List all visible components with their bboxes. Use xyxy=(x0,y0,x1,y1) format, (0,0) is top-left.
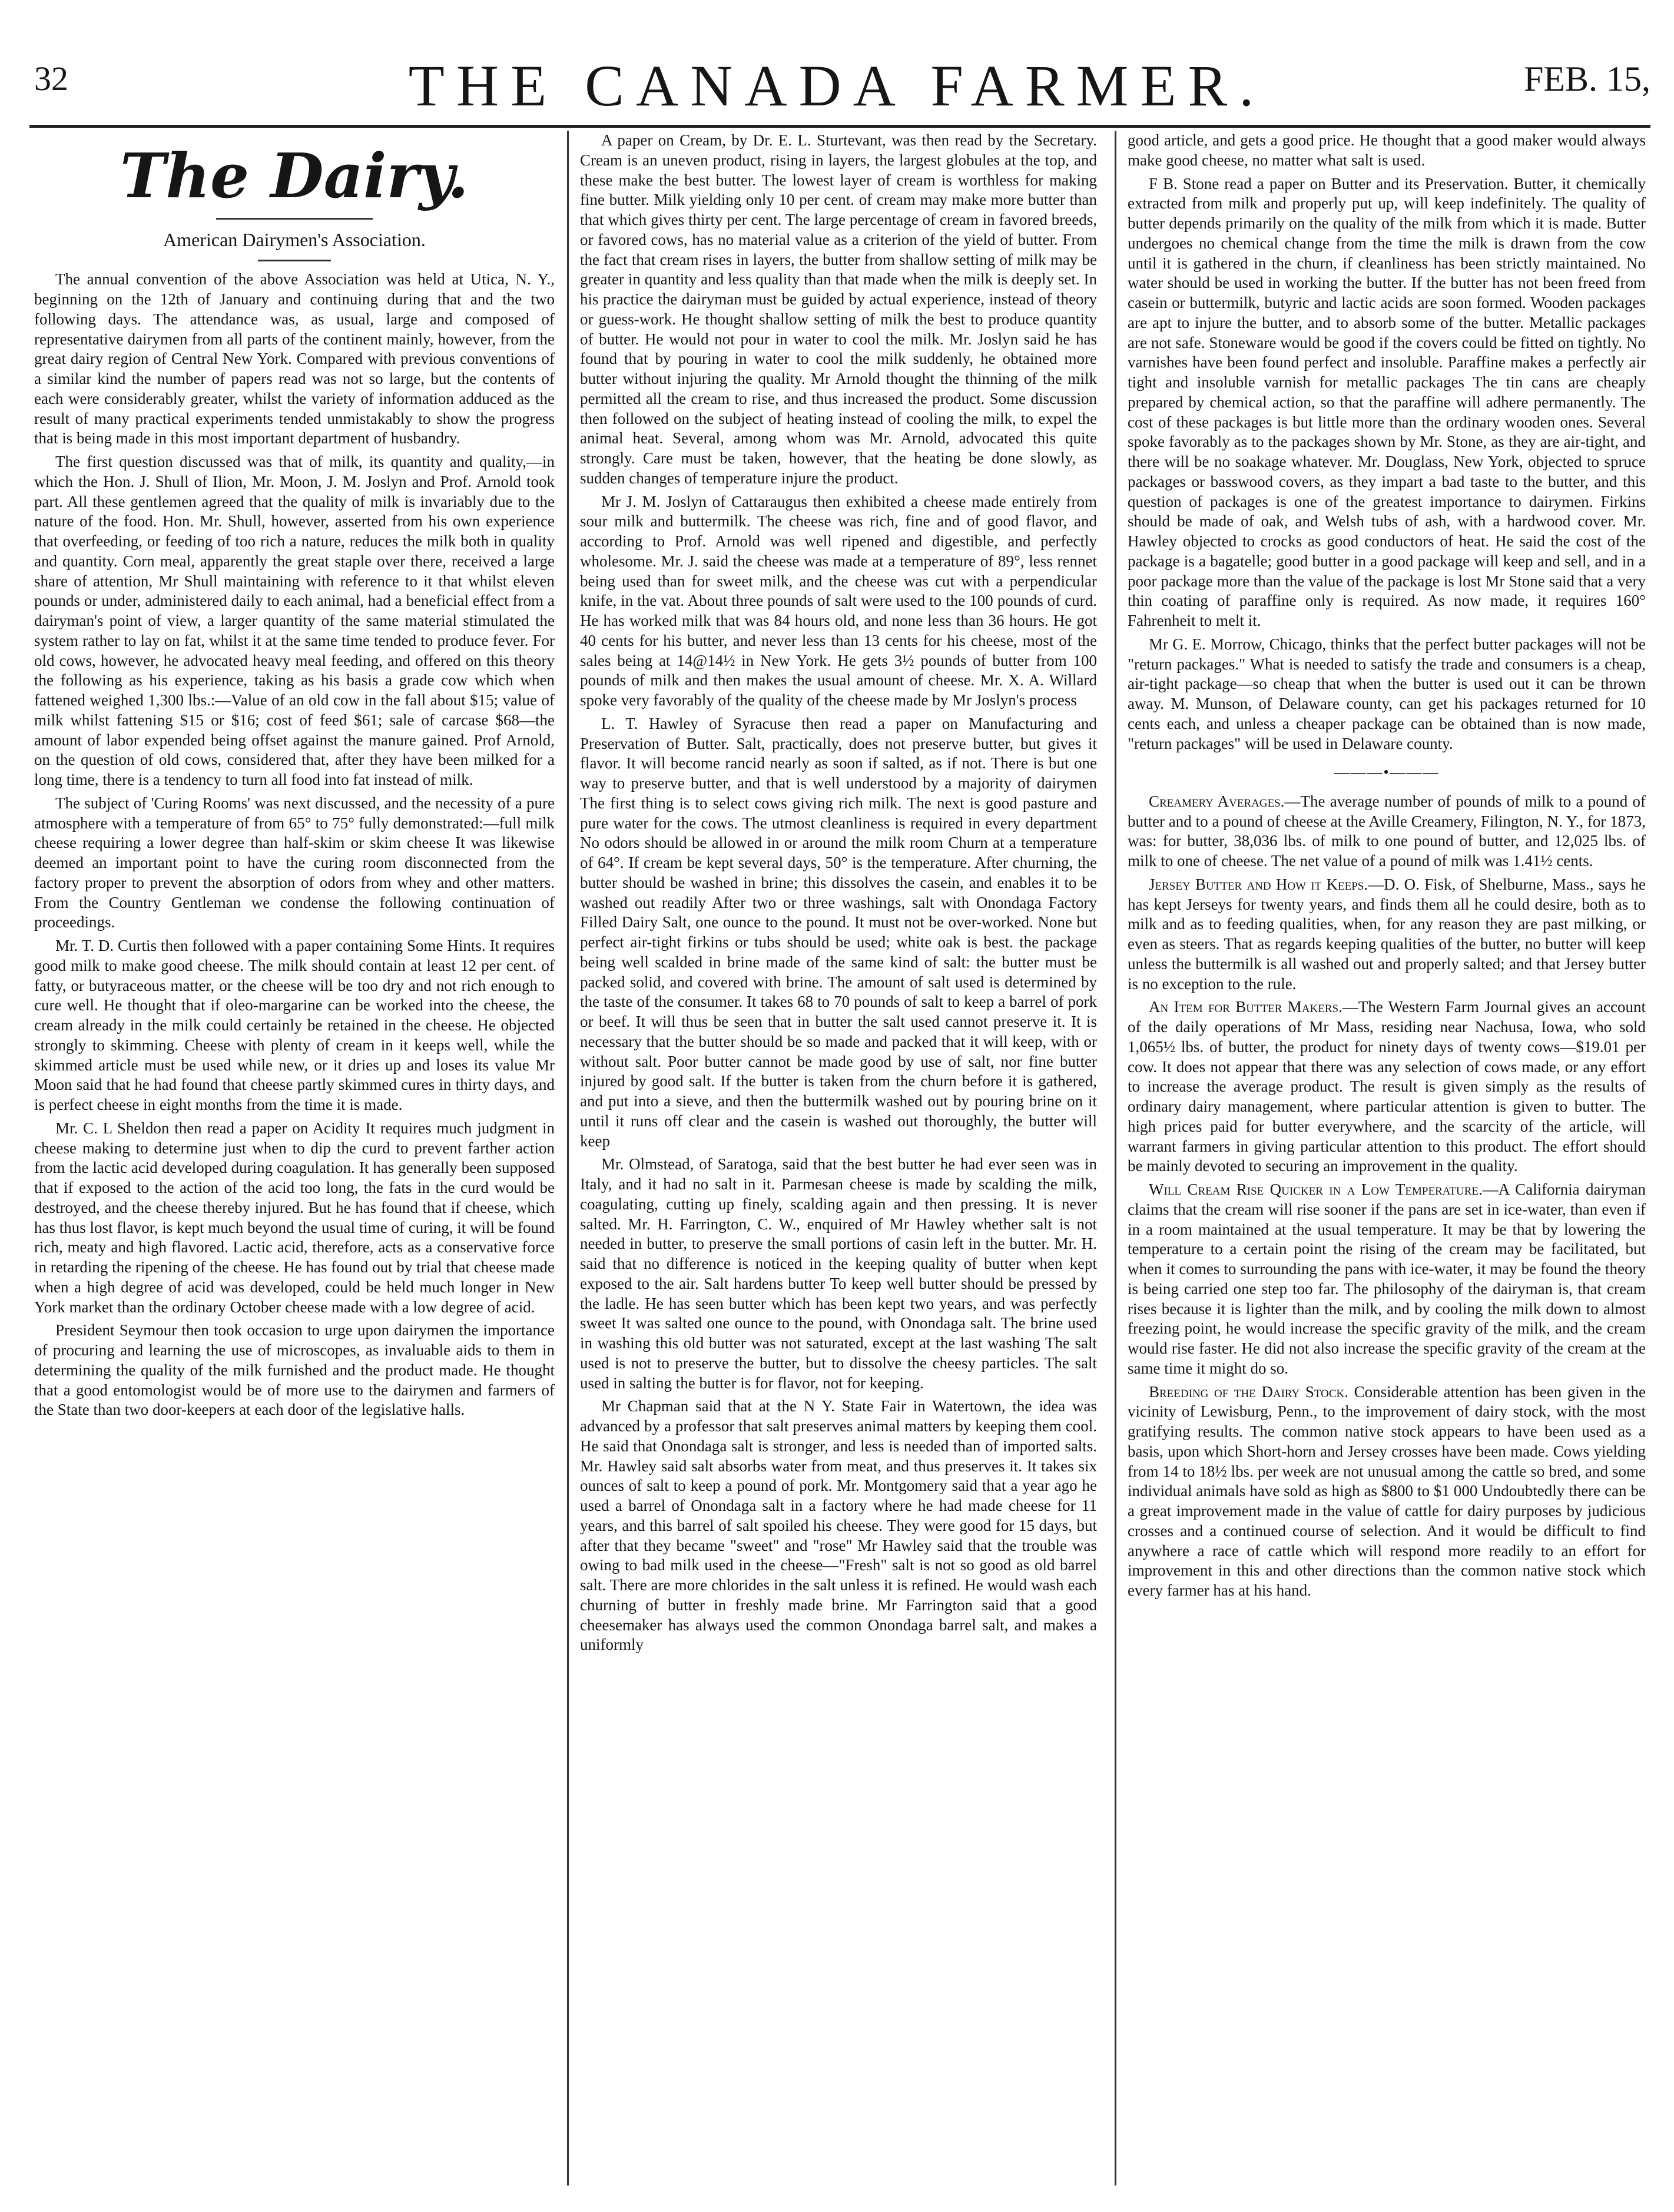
paragraph: Mr. C. L Sheldon then read a paper on Acidity It requires much judgment in cheese making to determine just when to dip the curd to prevent farther action from the lactic acid developed during coagulation. It has generally been supposed that if exposed to the action of the acid too long, the fats in the curd would be destroyed, and the cheese thereby injured. But he has found that if cheese, which has thus lost flavor, is kept much beyond the usual time of curing, it will be found rich, meaty and high flavored. Lactic acid, therefore, acts as a conservative force in retarding the ripening of the cheese. He has found out by trial that cheese made when a high degree of acid was developed, could be held much longer in New York market than the ordinary October cheese made with a low degree of acid. xyxy=(34,1119,555,1316)
article-rule xyxy=(258,260,331,261)
paragraph: Mr G. E. Morrow, Chicago, thinks that the perfect butter packages will not be "return packages." What is needed to satisfy the trade and consumers is a cheap, air-tight package—so cheap that when the butter is used out it can be thrown away. M. Munson, of Delaware county, can get his packages returned for 10 cents each, and unless a cheaper package can be obtained than is now made, "return packages" will be used in Delaware county. xyxy=(1128,635,1646,752)
page-number: 32 xyxy=(34,59,68,98)
section-divider: ———•——— xyxy=(1334,764,1440,781)
news-item-text: —The average number of pounds of milk to a pound of butter and to a pound of cheese at the Aville Creamery, Filington, N. Y., for 1873, was: for butter, 38,036 lbs. of milk to one pound of butter, and 12,025 lbs. of milk to one of cheese. The net value of a pound of milk was 1.41½ cents. xyxy=(1128,792,1646,870)
column-1 xyxy=(34,131,555,2197)
paragraph: Mr. Olmstead, of Saratoga, said that the best butter he had ever seen was in Italy, and it had no salt in it. Parmesan cheese is made by scalding the milk, coagulating, cutting up finely, scalding again and then pressing. It is never salted. Mr. H. Farrington, C. W., enquired of Mr Hawley whether salt is not needed in butter, to preserve the small portions of casin left in the butter. Mr. H. said that no difference is noticed in the keeping quality of butter when kept exposed to the air. Salt hardens butter To keep well butter should be pressed by the ladle. He has seen butter which has been kept two years, and was perfectly sweet It was salted one ounce to the pound, with Onondaga salt. The brine used in washing this old butter was not saturated, except at the last washing The salt used is not to preserve the butter, but to dissolve the cheesy particles. The salt used in salting the butter is for flavor, not for keeping. xyxy=(580,1155,1097,1392)
issue-date: FEB. 15, xyxy=(1523,59,1650,98)
paragraph: L. T. Hawley of Syracuse then read a paper on Manufacturing and Preservation of Butter. Salt, practically, does not preserve butter, but gives it flavor. It will become rancid nearly as soon if salted, as if not. There is but one way to preserve butter, and that is well understood by a majority of dairymen The first thing is to select cows giving rich milk. The next is good pasture and pure water for the cows. The utmost cleanliness is required in every department No odors should be allowed in or around the milk room Churn at a temperature of 64°. If cream be kept several days, 50° is the temperature. After churning, the butter should be washed in brine; this dissolves the casein, and enables it to be washed out readily After two or three washings, salt with Onondaga Factory Filled Dairy Salt, one ounce to the pound. It must not be over-worked. None but perfect air-tight firkins or tubs should be used; white oak is best. the package being well scalded in brine made of the same kind of salt: the butter must be packed solid, and covered with brine. The amount of salt used is determined by the taste of the consumer. It takes 68 to 70 pounds of salt to keep a barrel of pork or beef. It will thus be seen that in butter the salt used cannot preserve it. It is necessary that the butter should be so made and packed that it will keep, with or without salt. Poor butter cannot be made good by use of salt, nor fine butter injured by good salt. If the butter is taken from the churn before it is gathered, and put into a sieve, and then the buttermilk washed out by pouring brine on it until it runs off clear and the casein is washed out thoroughly, the butter will keep xyxy=(580,714,1097,1150)
news-item-text: —A California dairyman claims that the cream will rise sooner if the pans are set in ice-water, than even if in a room maintained at the usual temperature. It may be that by lowering the temperature to a certain point the rising of the cream may be facilitated, but when it comes to surrounding the pans with ice-water, it may be found the theory is being carried one step too far. The philosophy of the dairyman is, that cream rises because it is lighter than the milk, and by cooling the milk down to almost freezing point, he would increase the specific gravity of the milk, and the cream would rise faster. He did not also increase the specific gravity of the cream at the same time it might do so. xyxy=(1128,1180,1646,1377)
news-item-text: —The Western Farm Journal gives an account of the daily operations of Mr Mass, residing near Nachusa, Iowa, who sold 1,065½ lbs. of butter, the product for ninety days of twenty cows—$19.01 per cow. It does not appear that there was any selection of cows made, or any effort to increase the average product. The result is given simply as the results of ordinary dairy management, where particular attention is given to butter. The high prices paid for butter everywhere, and the scarcity of the article, will warrant farmers in giving particular attention to this product. The effort should be mainly devoted to securing an improvement in the quality. xyxy=(1128,998,1646,1175)
news-item-heading: Creamery Averages. xyxy=(1149,792,1285,810)
article-title: American Dairymen's Association. xyxy=(163,229,426,251)
news-item xyxy=(1128,875,1646,994)
paragraph: The annual convention of the above Association was held at Utica, N. Y., beginning on the 12th of January and continuing during that and the two following days. The attendance was, as usual, large and composed of representative dairymen from all parts of the continent mainly, however, from the great dairy region of Central New York. Compared with previous conventions of a similar kind the number of papers read was not so large, but the contents of each were considerably greater, whilst the variety of information adduced as the result of many practical experiments tended unmistakably to show the progress that is being made in this most important department of husbandry. xyxy=(34,270,555,447)
header-rule xyxy=(29,125,1650,128)
column-rule xyxy=(1115,131,1116,2186)
paragraph: Mr J. M. Joslyn of Cattaraugus then exhibited a cheese made entirely from sour milk and buttermilk. The cheese was rich, fine and of good flavor, and according to Prof. Arnold was well ripened and digestible, and perfectly wholesome. Mr. J. said the cheese was made at a temperature of 89°, less rennet being used than for sweet milk, and the cheese was cut with a perpendicular knife, in the vat. About three pounds of salt were used to the 100 pounds of curd. He has worked milk that was 84 hours old, and none less than 36 hours. He got 40 cents for his butter, and never less than 13 cents for his cheese, most of the sales being at 14@14½ in New York. He gets 3½ pounds of butter from 100 pounds of milk and then makes the usual amount of cheese. Mr. X. A. Willard spoke very favorably of the quality of the cheese made by Mr Joslyn's process xyxy=(580,492,1097,709)
paragraph: Mr. T. D. Curtis then followed with a paper containing Some Hints. It requires good milk to make good cheese. The milk should contain at least 12 per cent. of fatty, or butyraceous matter, or the cheese will be too dry and not rich enough to cure well. He thought that if oleo-margarine can be worked into the cheese, the cream already in the milk could certainly be retained in the cheese. He objected strongly to skimming. Cheese with plenty of cream in it keeps well, while the skimmed article must be used while new, or it dries up and loses its value Mr Moon said that he had found that cheese partly skimmed cures in thirty days, and is perfect cheese in eight months from the time it is made. xyxy=(34,937,555,1114)
masthead-title: THE CANADA FARMER. xyxy=(408,53,1266,118)
column-rule xyxy=(567,131,569,2186)
paragraph: President Seymour then took occasion to urge upon dairymen the importance of procuring and learning the use of microscopes, as invaluable aids to them in determining the quality of the milk furnished and the product made. He thought that a good entomologist would be of more use to the dairymen and farmers of the State than two door-keepers at each door of the legislative halls. xyxy=(34,1321,555,1419)
paragraph: A paper on Cream, by Dr. E. L. Sturtevant, was then read by the Secretary. Cream is an uneven product, rising in layers, the largest globules at the top, and these make the best butter. The lowest layer of cream is worthless for making fine butter. Milk yielding only 10 per cent. of cream may make more butter than that which gives thirty per cent. The large percentage of cream in favored breeds, or favored cows, has no material value as a criterion of the yield of butter. From the fact that cream rises in layers, the butter from shallow setting of milk may be greater in quantity and less quality than that made when the milk is deeply set. In his practice the dairyman must be guided by actual experience, instead of theory or guess-work. He thought shallow setting of milk the best to produce quantity of butter. He would not pour in water to cool the milk. Mr. Joslyn said he has found that by pouring in water to cool the milk suddenly, he obtained more butter without injuring the quality. Mr Arnold thought the thinning of the milk permitted all the cream to rise, and thus increased the product. Some discussion then followed on the subject of heating instead of cooling the milk, to expel the animal heat. Several, among whom was Mr. Arnold, advocated this quite strongly. Care must be taken, however, that the heating be done slowly, as sudden changes of temperature injure the product. xyxy=(580,131,1097,487)
news-item-heading: Breeding of the Dairy Stock. xyxy=(1149,1382,1348,1401)
news-item-text: —D. O. Fisk, of Shelburne, Mass., says he has kept Jerseys for twenty years, and finds them all he could desire, both as to milk and as to feeding qualities, when, for any reason they are past milking, or even as steers. That as regards keeping qualities of the butter, no butter will keep unless the buttermilk is all washed out and properly salted; and that Jersey butter is no exception to the rule. xyxy=(1128,875,1646,993)
news-item-heading: Will Cream Rise Quicker in a Low Temperature. xyxy=(1149,1180,1483,1198)
department-title: The Dairy. xyxy=(120,140,469,212)
news-item-heading: Jersey Butter and How it Keeps. xyxy=(1149,875,1368,893)
column-2 xyxy=(580,131,1097,2197)
column-3 xyxy=(1128,131,1646,2197)
title-rule xyxy=(216,218,372,220)
paragraph: Mr Chapman said that at the N Y. State Fair in Watertown, the idea was advanced by a professor that salt preserves animal matters by keeping them cool. He said that Onondaga salt is stronger, and less is needed than of imported salts. Mr. Hawley said salt absorbs water from meat, and thus preserves it. It takes six ounces of salt to keep a pound of pork. Mr. Montgomery said that a year ago he used a barrel of Onondaga salt in a factory where he had made cheese for 11 years, and this barrel of salt spoiled his cheese. They were good for 15 days, but after that they became "sweet" and "rose" Mr Hawley said that the trouble was owing to bad milk used in the cheese—"Fresh" salt is not so good as old barrel salt. There are more chlorides in the salt unless it is refined. He would wash each churning of butter in freshly made brine. Mr Farrington said that a good cheesemaker has always used the common Onondaga barrel salt, and makes a uniformly xyxy=(580,1397,1097,1654)
paragraph: F B. Stone read a paper on Butter and its Preservation. Butter, it chemically extracted from milk and properly put up, will keep indefinitely. The quality of butter depends primarily on the quality of the milk from which it is made. Butter undergoes no chemical change from the time the milk is drawn from the cow until it is gathered in the churn, if cleanliness has been strictly maintained. No water should be used in working the butter. If the butter has not been freed from casein or buttermilk, butyric and lactic acids are soon formed. Wooden packages are apt to injure the butter, and to absorb some of the butter. Metallic packages are not safe. Stoneware would be good if the covers could be fitted on tightly. No varnishes have been found perfect and insoluble. Paraffine makes a perfectly air tight and insoluble varnish for metallic packages The tin cans are cheaply prepared by chemical action, so that the paraffine will adhere permanently. The cost of these packages is but little more than the ordinary wooden ones. Several spoke favorably as to the packages shown by Mr. Stone, as they are air-tight, and there will be no soakage whatever. Mr. Douglass, New York, objected to spruce packages or basswood covers, as they impart a bad taste to the butter, and this question of packages is one of the greatest importance to dairymen. Firkins should be made of oak, and Welsh tubs of ash, with a hardwood cover. Mr. Hawley objected to crocks as good conductors of heat. He said the cost of the package is a bagatelle; good butter in a good package will keep and sell, and in a poor package more than the value of the package is lost Mr Stone said that a very thin coating of paraffine only is required. As now made, it requires 160° Fahrenheit to melt it. xyxy=(1128,174,1646,629)
news-item xyxy=(1128,1382,1646,1601)
news-item-text: Considerable attention has been given in the vicinity of Lewisburg, Penn., to the improvement of dairy stock, with the most gratifying results. The common native stock appears to have been used as a basis, upon which Short-horn and Jersey crosses have been made. Cows yielding from 14 to 18½ lbs. per week are not unusual among the cattle so bred, and some individual animals have sold as high as $800 to $1 000 Undoubtedly there can be a great improvement made in the value of cattle for dairy purposes by judicious crosses and a continued course of selection. And it would be difficult to find anywhere a race of cattle which will respond more readily to an effort for improvement in this and other directions than the common native stock which every farmer has at his hand. xyxy=(1128,1382,1646,1599)
news-item-heading: An Item for Butter Makers. xyxy=(1149,998,1342,1016)
paragraph: The first question discussed was that of milk, its quantity and quality,—in which the Hon. J. Shull of Ilion, Mr. Moon, J. M. Joslyn and Prof. Arnold took part. All these gentlemen agreed that the quality of milk is invariably due to the nature of the food. Hon. Mr. Shull, however, asserted from his own experience that overfeeding, or feeding of too rich a nature, reduces the milk both in quality and quantity. Corn meal, apparently the great staple over there, received a large share of attention, Mr Shull maintaining with reference to it that whilst eleven pounds or under, administered daily to each animal, had a beneficial effect from a dairyman's point of view, a larger quantity of the same material stimulated the system rather to lay on fat, whilst it at the same time tended to produce fever. For old cows, however, he advocated heavy meal feeding, and offered on this theory the following as his experience, taking as his basis a grade cow which when fattened weighed 1,300 lbs.:—Value of an old cow in the fall about $15; value of milk whilst fattening $15 or $16; cost of feed $61; sale of carcase $68—the amount of labor expended being offset against the manure gained. Prof Arnold, on the question of old cows, considered that, after they have been milked for a long time, there is a tendency to turn all food into fat instead of milk. xyxy=(34,453,555,789)
news-item xyxy=(1128,997,1646,1176)
paragraph: The subject of 'Curing Rooms' was next discussed, and the necessity of a pure atmosphere with a temperature of from 65° to 75° fully demonstrated:—full milk cheese requiring a lower degree than half-skim or skim cheese It was likewise deemed an important point to have the curing room disconnected from the factory proper to prevent the absorption of odors from whey and other matters. From the Country Gentleman we condense the following continuation of proceedings. xyxy=(34,794,555,931)
news-item xyxy=(1128,1180,1646,1379)
paragraph: good article, and gets a good price. He thought that a good maker would always make good cheese, no matter what salt is used. xyxy=(1128,131,1646,169)
news-item xyxy=(1128,792,1646,871)
